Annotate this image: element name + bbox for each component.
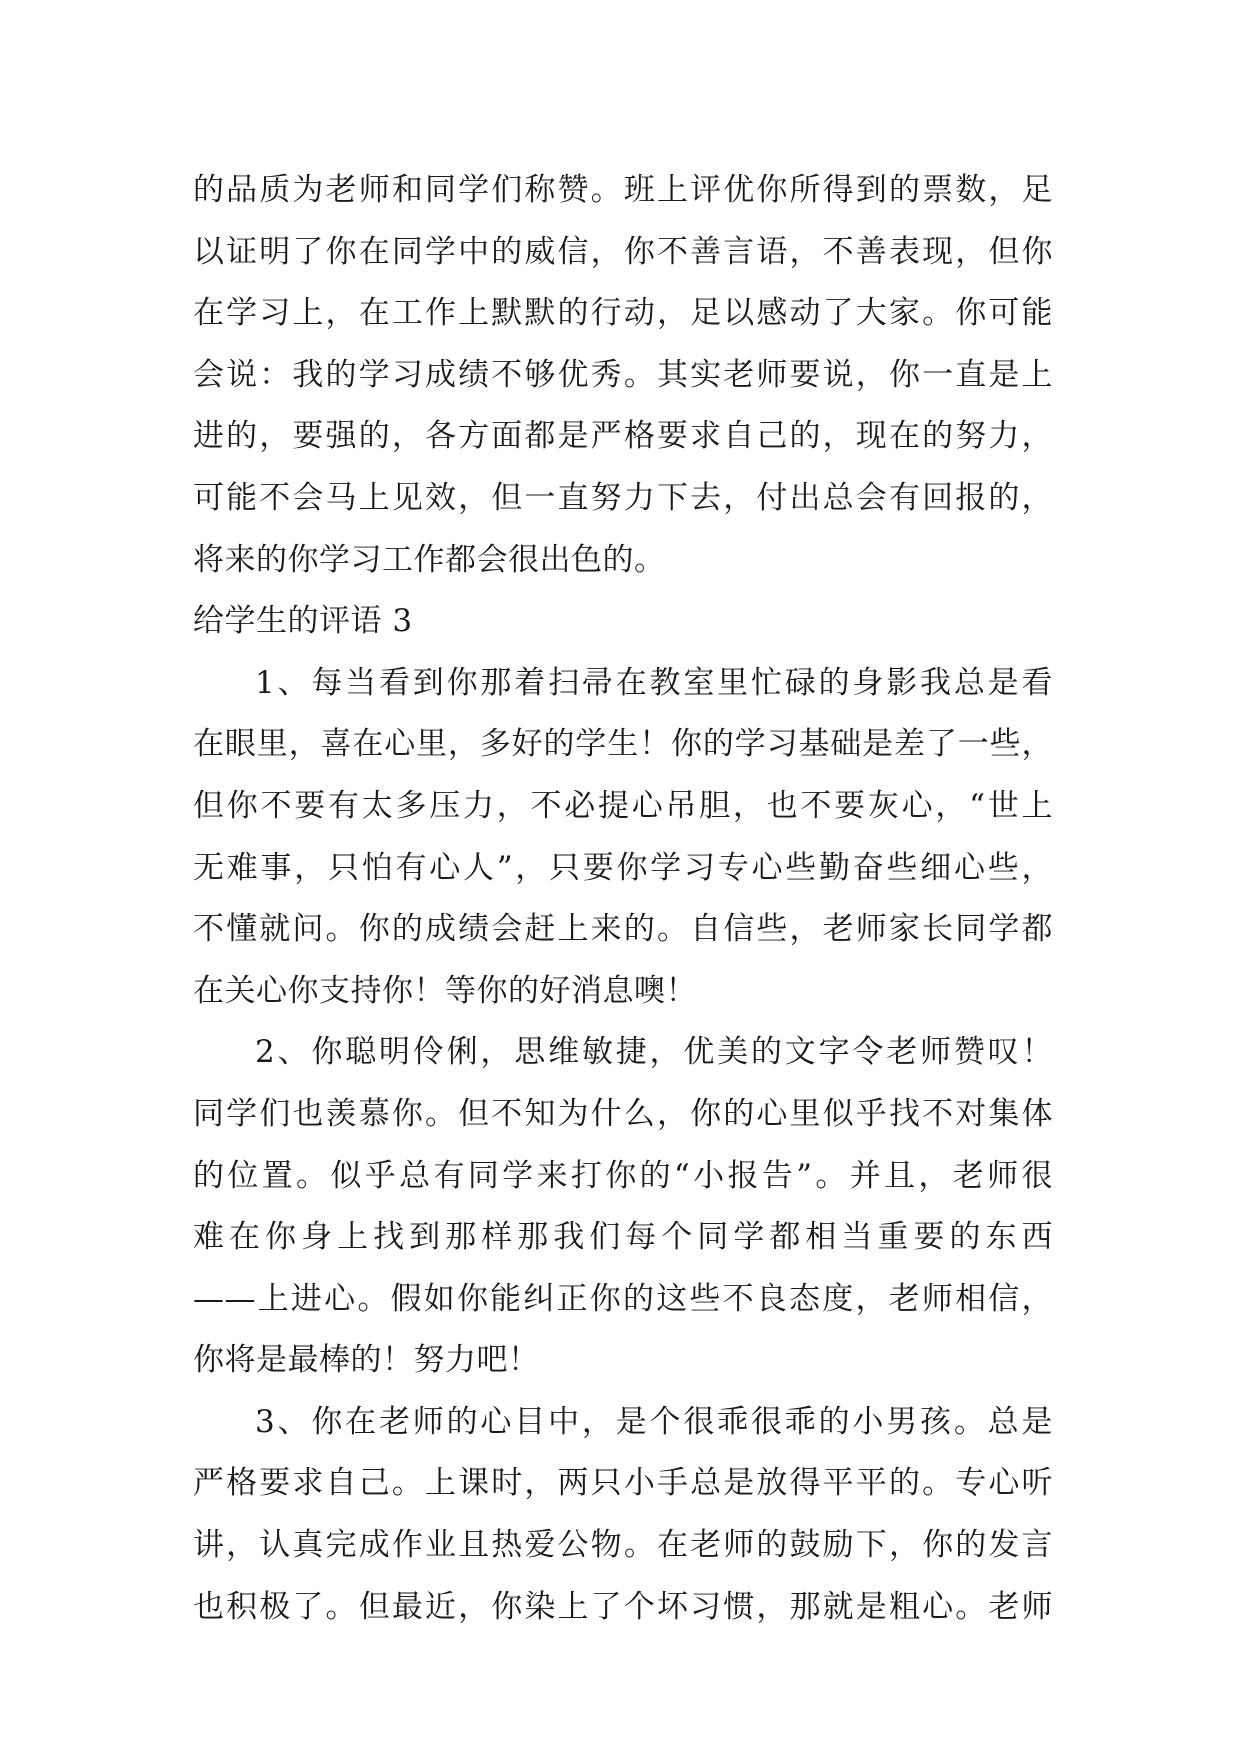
text-line: 的品质为老师和同学们称赞。班上评优你所得到的票数，足 <box>193 172 1053 208</box>
document-body <box>193 160 1053 1638</box>
comment-paragraph-1 <box>193 653 1053 1023</box>
text-line: 严格要求自己。上课时，两只小手总是放得平平的。专心听 <box>193 1465 1053 1502</box>
comment-paragraph-3 <box>193 1392 1053 1638</box>
text-line: 将来的你学习工作都会很出色的。 <box>193 541 666 578</box>
text-line: 在眼里，喜在心里，多好的学生！你的学习基础是差了一些， <box>193 726 1053 763</box>
text-line: 无难事，只怕有心人”，只要你学习专心些勤奋些细心些， <box>193 849 1053 886</box>
text-line: 以证明了你在同学中的威信，你不善言语，不善表现，但你 <box>193 233 1053 270</box>
text-line: 2、你聪明伶俐，思维敏捷，优美的文字令老师赞叹！ <box>255 1034 1053 1071</box>
text-line: 进的，要强的，各方面都是严格要求自己的，现在的努力， <box>193 418 1053 455</box>
text-line: 也积极了。但最近，你染上了个坏习惯，那就是粗心。老师 <box>193 1588 1053 1625</box>
continuation-paragraph <box>193 160 1053 591</box>
comment-paragraph-2 <box>193 1022 1053 1392</box>
text-line: 同学们也羡慕你。但不知为什么，你的心里似乎找不对集体 <box>193 1095 1053 1132</box>
text-line: ——上进心。假如你能纠正你的这些不良态度，老师相信， <box>193 1280 1053 1317</box>
text-line: 不懂就问。你的成绩会赶上来的。自信些，老师家长同学都 <box>193 911 1053 948</box>
text-line: 在学习上，在工作上默默的行动，足以感动了大家。你可能 <box>193 295 1053 332</box>
text-line: 你将是最棒的！努力吧！ <box>193 1342 540 1379</box>
text-line: 但你不要有太多压力，不必提心吊胆，也不要灰心，“世上 <box>193 787 1053 824</box>
text-line: 难在你身上找到那样那我们每个同学都相当重要的东西 <box>193 1219 1053 1256</box>
text-line: 讲，认真完成作业且热爱公物。在老师的鼓励下，你的发言 <box>193 1527 1053 1564</box>
text-line: 可能不会马上见效，但一直努力下去，付出总会有回报的， <box>193 479 1053 516</box>
text-line: 会说：我的学习成绩不够优秀。其实老师要说，你一直是上 <box>193 356 1053 393</box>
text-line: 3、你在老师的心目中，是个很乖很乖的小男孩。总是 <box>255 1403 1053 1440</box>
text-line: 1、每当看到你那着扫帚在教室里忙碌的身影我总是看 <box>255 664 1053 701</box>
section-title: 给学生的评语 3 <box>193 603 413 640</box>
text-line: 的位置。似乎总有同学来打你的“小报告”。并且，老师很 <box>193 1157 1053 1194</box>
text-line: 在关心你支持你！等你的好消息噢！ <box>193 972 697 1009</box>
